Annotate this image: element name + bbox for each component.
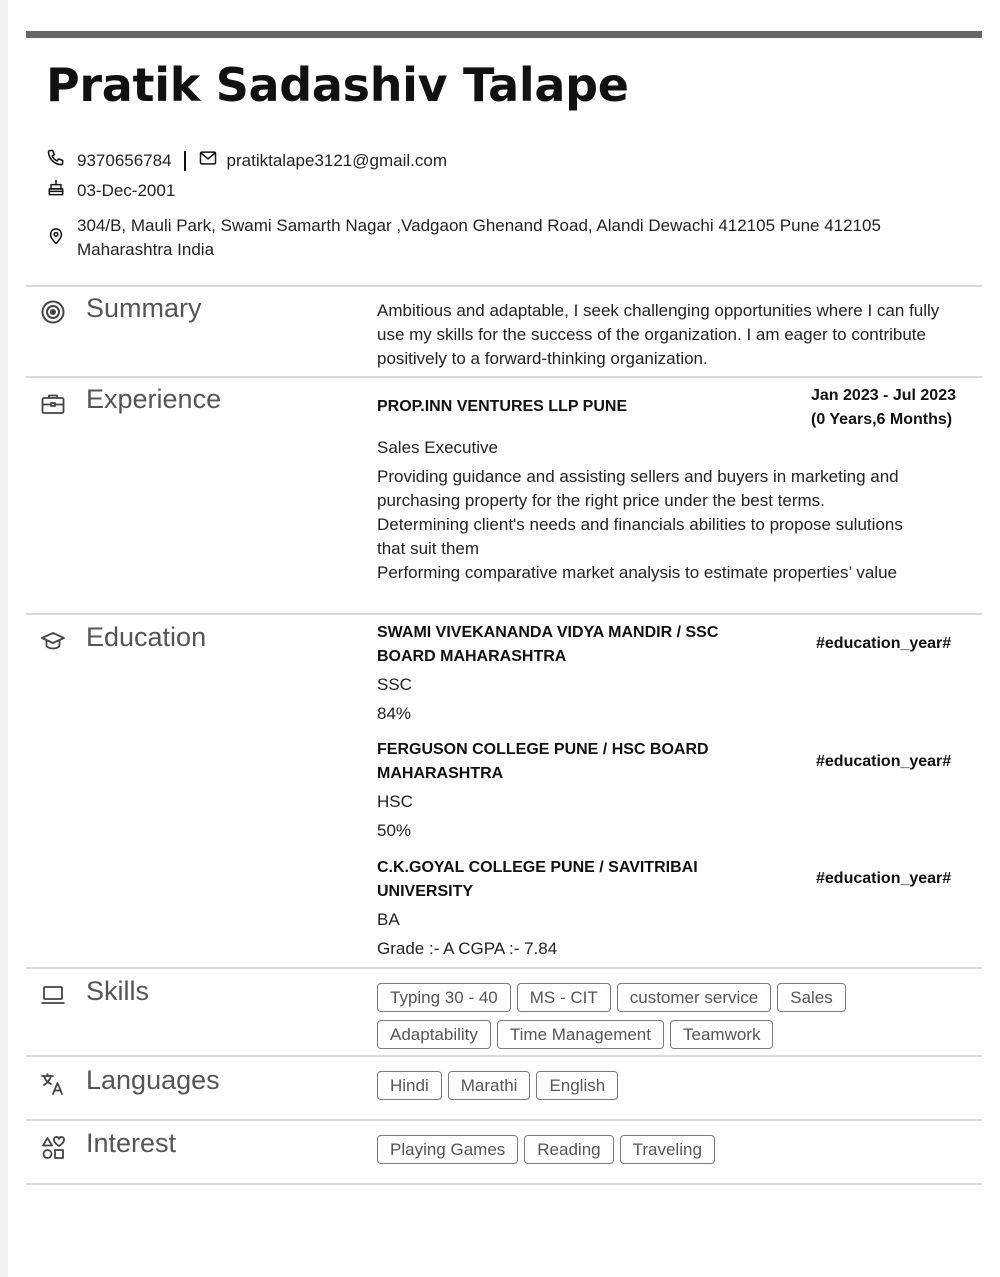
education-year: #education_year# [816,870,952,887]
interest-section-icon-wrap [40,1135,66,1166]
section-divider [26,1119,982,1121]
skill-tag: Teamwork [670,1020,773,1049]
contact-separator [184,151,186,171]
page-margin-strip [0,0,8,1277]
contact-row [46,148,447,173]
languages-section-icon-wrap [40,1071,66,1102]
skill-tag: MS - CIT [517,983,611,1012]
education-section-icon-wrap [40,628,66,659]
interest-tag: Traveling [620,1135,715,1164]
job-description-line: Performing comparative market analysis to estimate properties’ value [377,563,897,582]
address-row [46,214,937,262]
skill-tag: Adaptability [377,1020,491,1049]
phone-number: 9370656784 [77,150,172,170]
email-address: pratiktalape3121@gmail.com [226,150,447,170]
skill-tag: Sales [777,983,846,1012]
section-divider [26,1183,982,1185]
summary-content [377,299,957,371]
interest-tag: Reading [524,1135,613,1164]
job-date-range: Jan 2023 - Jul 2023 [811,387,956,404]
section-divider [26,613,982,615]
skills-tag-list [377,983,877,1049]
education-score: Grade :- A CGPA :- 7.84 [377,939,558,958]
education-institution: SWAMI VIVEKANANDA VIDYA MANDIR / SSC BOARD MAHARASHTRA [377,624,719,665]
skill-tag: customer service [617,983,771,1012]
cake-icon [46,178,66,203]
job-duration: (0 Years,6 Months) [811,411,953,428]
map-pin-icon [46,226,66,251]
interest-title: Interest [86,1128,177,1158]
education-degree: HSC [377,792,413,811]
job-description-line: Determining client's needs and financials abilities to propose sulutions that suit them [377,515,903,558]
education-year: #education_year# [816,635,952,652]
graduation-cap-icon [40,628,66,659]
section-divider [26,285,982,287]
section-divider [26,376,982,378]
job-description-line: Providing guidance and assisting sellers and buyers in marketing and purchasing property for the right price under the best terms. [377,467,899,510]
summary-section-icon-wrap [40,299,66,330]
education-year: #education_year# [816,753,952,770]
address-text: 304/B, Mauli Park, Swami Samarth Nagar ,Vadgaon Ghenand Road, Alandi Dewachi 412105 Pune 412105 Maharashtra India [77,216,881,259]
skills-section-icon-wrap [40,982,66,1013]
education-score: 84% [377,704,412,723]
education-degree: BA [377,910,400,929]
languages-title: Languages [86,1065,220,1095]
education-institution: FERGUSON COLLEGE PUNE / HSC BOARD MAHARASHTRA [377,741,709,782]
languages-tag-list [377,1071,977,1100]
shapes-icon [40,1135,66,1166]
experience-title: Experience [86,384,222,414]
target-icon [40,299,66,330]
briefcase-icon [40,391,66,422]
date-of-birth: 03-Dec-2001 [77,180,176,200]
skill-tag: Time Management [497,1020,664,1049]
education-title: Education [86,622,207,652]
header-accent-bar [26,31,982,38]
phone-icon [46,148,66,173]
mail-icon [198,148,218,173]
job-dates [811,384,956,432]
education-degree: SSC [377,675,412,694]
candidate-name: Pratik Sadashiv Talape [46,58,629,112]
job-details [377,436,907,585]
skills-title: Skills [86,976,150,1006]
interest-tag: Playing Games [377,1135,518,1164]
section-divider [26,967,982,969]
translate-icon [40,1071,66,1102]
summary-text: Ambitious and adaptable, I seek challenging opportunities where I can fully use my skills for the success of the organization. I am eager to contribute positively to a forward-thinking organization. [377,301,940,368]
language-tag: Marathi [448,1071,531,1100]
skill-tag: Typing 30 - 40 [377,983,511,1012]
education-score: 50% [377,821,412,840]
summary-title: Summary [86,293,202,323]
interest-tag-list [377,1135,977,1164]
education-institution: C.K.GOYAL COLLEGE PUNE / SAVITRIBAI UNIVERSITY [377,859,698,900]
job-company: PROP.INN VENTURES LLP PUNE [377,398,628,415]
language-tag: Hindi [377,1071,442,1100]
section-divider [26,1055,982,1057]
laptop-icon [40,982,66,1013]
job-role: Sales Executive [377,438,498,457]
dob-row [46,178,175,203]
experience-section-icon-wrap [40,391,66,422]
language-tag: English [536,1071,618,1100]
